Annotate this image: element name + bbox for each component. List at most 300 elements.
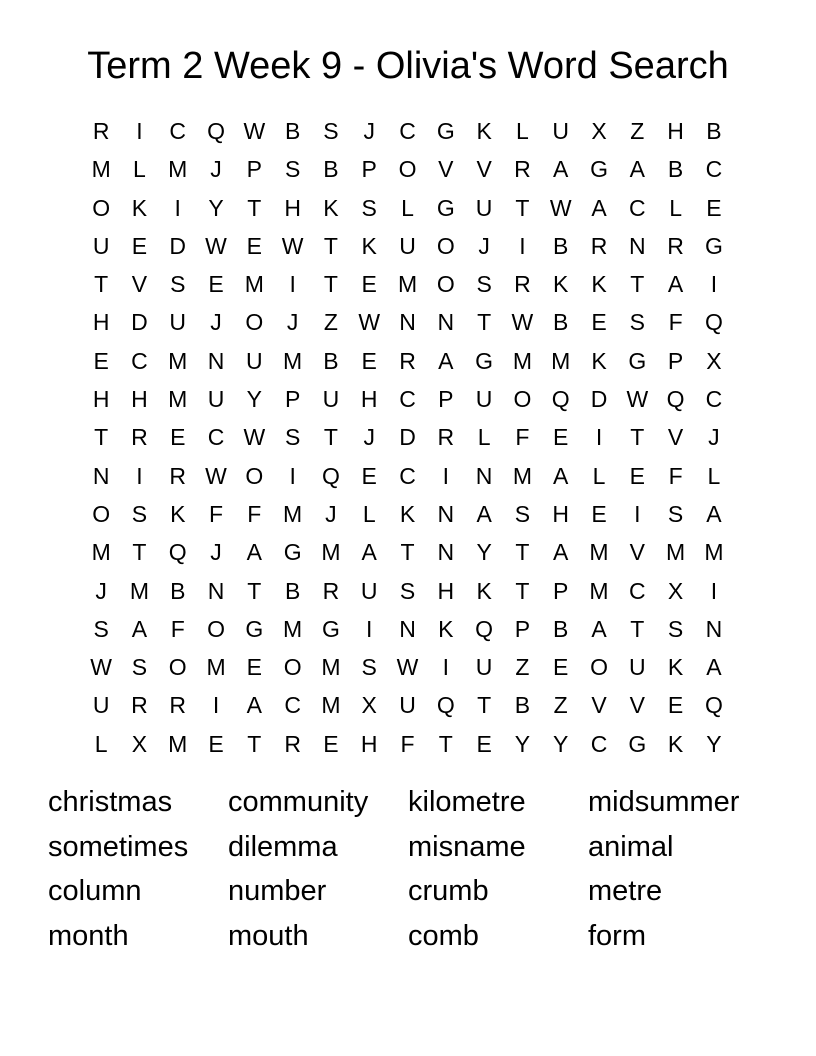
grid-letter: K bbox=[667, 730, 684, 757]
word-list-item: dilemma bbox=[228, 830, 338, 863]
grid-letter: M bbox=[589, 577, 609, 604]
grid-letter: M bbox=[129, 577, 150, 604]
grid-letter: T bbox=[247, 730, 262, 757]
grid-letter: B bbox=[170, 577, 186, 604]
grid-letter: M bbox=[168, 730, 188, 757]
grid-letter: U bbox=[628, 654, 646, 681]
grid-row bbox=[82, 189, 733, 227]
grid-letter: E bbox=[361, 462, 377, 489]
grid-letter: I bbox=[174, 194, 181, 221]
grid-letter: N bbox=[628, 232, 646, 259]
grid-letter: E bbox=[706, 194, 722, 221]
word-list-item: column bbox=[48, 875, 142, 908]
grid-letter: K bbox=[323, 194, 339, 221]
grid-letter: U bbox=[92, 692, 110, 719]
grid-letter: L bbox=[362, 500, 376, 527]
grid-letter: C bbox=[628, 194, 646, 221]
grid-letter: T bbox=[323, 232, 338, 259]
grid-letter: A bbox=[667, 271, 684, 298]
grid-letter: R bbox=[437, 424, 455, 451]
grid-letter: G bbox=[590, 156, 608, 183]
grid-letter: H bbox=[284, 194, 301, 221]
grid-letter: C bbox=[207, 424, 225, 451]
grid-letter: I bbox=[519, 232, 526, 259]
grid-letter: K bbox=[591, 347, 607, 374]
grid-letter: A bbox=[246, 692, 262, 719]
grid-letter: S bbox=[284, 424, 301, 451]
grid-letter: M bbox=[168, 156, 188, 183]
grid-letter: J bbox=[210, 539, 222, 566]
grid-letter: B bbox=[553, 615, 569, 642]
grid-row bbox=[82, 648, 733, 686]
grid-letter: R bbox=[399, 347, 416, 374]
grid-letter: Q bbox=[207, 118, 225, 144]
grid-letter: L bbox=[707, 462, 721, 489]
grid-letter: Q bbox=[168, 539, 187, 566]
grid-letter: Y bbox=[706, 730, 722, 757]
grid-letter: D bbox=[131, 309, 148, 336]
grid-letter: T bbox=[94, 271, 109, 298]
grid-letter: P bbox=[284, 386, 301, 413]
grid-letter: U bbox=[552, 118, 570, 144]
grid-letter: L bbox=[133, 156, 146, 183]
grid-letter: R bbox=[92, 118, 110, 144]
grid-letter: M bbox=[512, 347, 532, 374]
grid-letter: F bbox=[668, 309, 683, 336]
grid-letter: Y bbox=[208, 194, 224, 221]
grid-letter: P bbox=[514, 615, 531, 642]
grid-letter: E bbox=[591, 309, 607, 336]
grid-letter: O bbox=[168, 654, 187, 681]
grid-letter: W bbox=[549, 194, 572, 221]
word-list-item: number bbox=[228, 875, 327, 908]
grid-letter: F bbox=[515, 424, 530, 451]
grid-letter: T bbox=[515, 577, 530, 604]
word-list-item: form bbox=[588, 920, 646, 953]
grid-letter: M bbox=[168, 347, 188, 374]
grid-letter: P bbox=[667, 347, 684, 374]
grid-letter: X bbox=[591, 118, 607, 144]
grid-letter: M bbox=[91, 539, 111, 566]
grid-letter: O bbox=[436, 271, 455, 298]
grid-letter: T bbox=[94, 424, 109, 451]
grid-letter: N bbox=[437, 500, 455, 527]
grid-letter: U bbox=[246, 347, 263, 374]
grid-letter: P bbox=[246, 156, 262, 183]
grid-letter: K bbox=[476, 577, 492, 604]
grid-letter: A bbox=[131, 615, 148, 642]
grid-letter: R bbox=[169, 462, 187, 489]
grid-row bbox=[82, 265, 733, 303]
grid-letter: J bbox=[363, 118, 375, 144]
grid-letter: F bbox=[668, 462, 683, 489]
grid-letter: K bbox=[438, 615, 454, 642]
grid-letter: A bbox=[706, 654, 722, 681]
grid-row bbox=[82, 150, 733, 188]
grid-letter: C bbox=[705, 156, 723, 183]
grid-letter: L bbox=[401, 194, 414, 221]
grid-letter: H bbox=[360, 386, 378, 413]
grid-letter: L bbox=[516, 118, 529, 144]
grid-letter: M bbox=[168, 386, 188, 413]
grid-letter: F bbox=[247, 500, 262, 527]
grid-letter: E bbox=[667, 692, 684, 719]
grid-letter: L bbox=[477, 424, 491, 451]
word-list-item: mouth bbox=[228, 920, 309, 953]
grid-letter: Z bbox=[630, 118, 645, 144]
grid-letter: Q bbox=[436, 692, 455, 719]
grid-letter: T bbox=[630, 424, 645, 451]
grid-letter: M bbox=[283, 500, 303, 527]
grid-letter: Q bbox=[666, 386, 685, 413]
grid-letter: C bbox=[131, 347, 148, 374]
grid-letter: I bbox=[710, 271, 718, 298]
grid-letter: A bbox=[629, 156, 645, 183]
grid-letter: M bbox=[321, 539, 341, 566]
grid-letter: V bbox=[667, 424, 684, 451]
grid-letter: U bbox=[207, 386, 225, 413]
grid-letter: J bbox=[286, 309, 299, 336]
grid-letter: M bbox=[283, 347, 303, 374]
grid-row bbox=[82, 112, 733, 150]
grid-letter: G bbox=[628, 347, 647, 374]
grid-letter: K bbox=[667, 654, 684, 681]
grid-row bbox=[82, 610, 733, 648]
grid-letter: I bbox=[289, 462, 296, 489]
grid-letter: K bbox=[553, 271, 569, 298]
grid-letter: Q bbox=[321, 462, 340, 489]
grid-letter: A bbox=[246, 539, 262, 566]
grid-letter: N bbox=[207, 577, 225, 604]
grid-letter: J bbox=[478, 232, 490, 259]
grid-letter: E bbox=[553, 654, 569, 681]
grid-row bbox=[82, 533, 733, 571]
grid-letter: T bbox=[630, 271, 645, 298]
grid-letter: S bbox=[667, 500, 684, 527]
grid-letter: A bbox=[591, 194, 607, 221]
grid-letter: B bbox=[284, 118, 301, 144]
grid-letter: K bbox=[361, 232, 377, 259]
grid-letter: G bbox=[245, 615, 264, 642]
grid-letter: E bbox=[93, 347, 109, 374]
grid-letter: A bbox=[553, 462, 569, 489]
grid-letter: E bbox=[361, 347, 377, 374]
grid-letter: N bbox=[475, 462, 493, 489]
word-list bbox=[48, 780, 788, 959]
grid-letter: A bbox=[438, 347, 454, 374]
grid-letter: Z bbox=[323, 309, 338, 336]
grid-letter: C bbox=[590, 730, 608, 757]
word-list-item: midsummer bbox=[588, 786, 740, 818]
word-list-item: christmas bbox=[48, 786, 173, 818]
grid-row bbox=[82, 418, 733, 456]
grid-letter: J bbox=[210, 156, 222, 183]
grid-row bbox=[82, 303, 733, 341]
grid-letter: H bbox=[437, 577, 455, 604]
grid-letter: E bbox=[553, 424, 569, 451]
grid-letter: A bbox=[361, 539, 377, 566]
grid-letter: C bbox=[399, 386, 416, 413]
grid-letter: N bbox=[705, 615, 723, 642]
grid-letter: E bbox=[629, 462, 645, 489]
grid-letter: S bbox=[667, 615, 684, 642]
grid-letter: Q bbox=[475, 615, 494, 642]
grid-letter: R bbox=[590, 232, 608, 259]
grid-letter: S bbox=[629, 309, 645, 336]
grid-letter: T bbox=[323, 424, 338, 451]
grid-letter: S bbox=[361, 654, 377, 681]
grid-letter: O bbox=[398, 156, 417, 183]
grid-letter: O bbox=[436, 232, 455, 259]
grid-letter: G bbox=[283, 539, 302, 566]
grid-letter: A bbox=[476, 500, 492, 527]
grid-letter: T bbox=[515, 539, 530, 566]
word-list-item: month bbox=[48, 920, 129, 953]
grid-letter: G bbox=[436, 194, 455, 221]
grid-letter: U bbox=[475, 194, 493, 221]
grid-letter: E bbox=[476, 730, 492, 757]
grid-letter: O bbox=[207, 615, 225, 642]
grid-letter: K bbox=[170, 500, 186, 527]
grid-letter: F bbox=[209, 500, 224, 527]
grid-letter: C bbox=[399, 118, 416, 144]
grid-letter: S bbox=[514, 500, 531, 527]
grid-letter: J bbox=[325, 500, 337, 527]
grid-letter: W bbox=[205, 462, 227, 489]
grid-letter: I bbox=[136, 118, 143, 144]
grid-letter: U bbox=[475, 654, 493, 681]
grid-letter: B bbox=[553, 232, 569, 259]
letter-grid bbox=[82, 112, 733, 763]
grid-letter: N bbox=[92, 462, 110, 489]
grid-letter: Q bbox=[551, 386, 570, 413]
grid-letter: B bbox=[323, 156, 339, 183]
grid-letter: M bbox=[512, 462, 532, 489]
grid-letter: O bbox=[245, 462, 264, 489]
grid-letter: R bbox=[131, 424, 148, 451]
grid-letter: J bbox=[210, 309, 222, 336]
grid-letter: K bbox=[591, 271, 607, 298]
grid-letter: E bbox=[208, 271, 224, 298]
grid-letter: E bbox=[323, 730, 339, 757]
grid-letter: U bbox=[475, 386, 493, 413]
grid-letter: L bbox=[592, 462, 606, 489]
grid-letter: N bbox=[399, 309, 416, 336]
grid-letter: R bbox=[667, 232, 684, 259]
grid-letter: B bbox=[514, 692, 531, 719]
grid-row bbox=[82, 342, 733, 380]
grid-letter: M bbox=[589, 539, 609, 566]
grid-letter: R bbox=[322, 577, 340, 604]
grid-letter: S bbox=[284, 156, 301, 183]
grid-letter: C bbox=[705, 386, 723, 413]
grid-letter: U bbox=[360, 577, 378, 604]
grid-letter: K bbox=[476, 118, 492, 144]
grid-letter: I bbox=[136, 462, 143, 489]
grid-letter: I bbox=[289, 271, 296, 298]
grid-letter: B bbox=[323, 347, 339, 374]
grid-letter: E bbox=[131, 232, 148, 259]
grid-letter: E bbox=[591, 500, 607, 527]
grid-letter: I bbox=[212, 692, 220, 719]
grid-letter: G bbox=[321, 615, 340, 642]
grid-letter: W bbox=[243, 424, 266, 451]
grid-letter: E bbox=[246, 654, 262, 681]
grid-letter: N bbox=[437, 309, 455, 336]
grid-letter: T bbox=[630, 615, 645, 642]
grid-letter: W bbox=[243, 118, 266, 144]
grid-letter: E bbox=[208, 730, 224, 757]
grid-letter: O bbox=[92, 500, 111, 527]
grid-letter: T bbox=[477, 309, 492, 336]
grid-letter: L bbox=[669, 194, 682, 221]
grid-letter: V bbox=[629, 539, 645, 566]
grid-letter: I bbox=[710, 577, 718, 604]
grid-letter: D bbox=[590, 386, 608, 413]
grid-letter: U bbox=[399, 692, 416, 719]
grid-letter: A bbox=[591, 615, 607, 642]
grid-letter: M bbox=[666, 539, 686, 566]
grid-letter: T bbox=[247, 577, 262, 604]
grid-letter: Y bbox=[553, 730, 569, 757]
grid-letter: M bbox=[321, 654, 341, 681]
grid-letter: W bbox=[281, 232, 304, 259]
grid-letter: J bbox=[363, 424, 375, 451]
grid-letter: B bbox=[284, 577, 301, 604]
word-list-item: comb bbox=[408, 920, 479, 953]
grid-letter: M bbox=[244, 271, 264, 298]
grid-letter: O bbox=[92, 194, 111, 221]
grid-letter: N bbox=[207, 347, 225, 374]
grid-letter: S bbox=[131, 500, 148, 527]
grid-letter: M bbox=[283, 615, 303, 642]
grid-letter: I bbox=[442, 462, 450, 489]
grid-letter: B bbox=[667, 156, 684, 183]
grid-letter: J bbox=[95, 577, 107, 604]
grid-letter: Y bbox=[246, 386, 262, 413]
grid-letter: U bbox=[399, 232, 416, 259]
grid-letter: J bbox=[708, 424, 720, 451]
word-list-item: misname bbox=[408, 830, 526, 863]
grid-letter: Q bbox=[704, 692, 723, 719]
grid-letter: T bbox=[323, 271, 338, 298]
grid-row bbox=[82, 572, 733, 610]
grid-letter: W bbox=[205, 232, 227, 259]
grid-letter: C bbox=[169, 118, 187, 144]
grid-letter: L bbox=[94, 730, 108, 757]
grid-letter: S bbox=[361, 194, 377, 221]
grid-letter: S bbox=[131, 654, 148, 681]
grid-row bbox=[82, 495, 733, 533]
grid-letter: I bbox=[634, 500, 641, 527]
grid-letter: R bbox=[284, 730, 301, 757]
grid-letter: E bbox=[361, 271, 377, 298]
grid-letter: P bbox=[553, 577, 569, 604]
grid-letter: G bbox=[436, 118, 455, 144]
grid-letter: E bbox=[246, 232, 262, 259]
grid-letter: Z bbox=[515, 654, 530, 681]
grid-letter: H bbox=[92, 386, 110, 413]
grid-letter: G bbox=[704, 232, 723, 259]
grid-letter: X bbox=[667, 577, 684, 604]
grid-letter: V bbox=[476, 156, 492, 183]
grid-letter: K bbox=[131, 194, 148, 221]
grid-letter: G bbox=[628, 730, 647, 757]
grid-letter: R bbox=[169, 692, 187, 719]
grid-letter: R bbox=[514, 271, 531, 298]
grid-row bbox=[82, 686, 733, 724]
grid-letter: V bbox=[591, 692, 607, 719]
grid-letter: H bbox=[92, 309, 110, 336]
grid-letter: Y bbox=[476, 539, 492, 566]
grid-letter: F bbox=[400, 730, 415, 757]
grid-letter: G bbox=[475, 347, 494, 374]
grid-letter: U bbox=[322, 386, 340, 413]
word-list-item: kilometre bbox=[408, 786, 526, 818]
page-title: Term 2 Week 9 - Olivia's Word Search bbox=[87, 45, 729, 87]
grid-letter: D bbox=[399, 424, 416, 451]
grid-letter: Q bbox=[704, 309, 723, 336]
grid-letter: S bbox=[170, 271, 186, 298]
grid-row bbox=[82, 457, 733, 495]
grid-letter: Y bbox=[514, 730, 531, 757]
grid-letter: S bbox=[323, 118, 339, 144]
grid-row bbox=[82, 725, 733, 763]
grid-letter: B bbox=[553, 309, 569, 336]
grid-letter: W bbox=[626, 386, 649, 413]
grid-letter: Z bbox=[553, 692, 568, 719]
grid-letter: O bbox=[283, 654, 302, 681]
grid-letter: A bbox=[553, 539, 569, 566]
grid-letter: R bbox=[514, 156, 531, 183]
grid-letter: X bbox=[361, 692, 377, 719]
grid-letter: V bbox=[438, 156, 454, 183]
grid-letter: S bbox=[399, 577, 416, 604]
grid-letter: V bbox=[131, 271, 148, 298]
grid-letter: I bbox=[442, 654, 450, 681]
grid-letter: W bbox=[511, 309, 534, 336]
grid-letter: O bbox=[590, 654, 608, 681]
grid-letter: H bbox=[131, 386, 148, 413]
grid-letter: M bbox=[397, 271, 418, 298]
grid-letter: T bbox=[438, 730, 453, 757]
grid-letter: X bbox=[131, 730, 148, 757]
grid-letter: W bbox=[396, 654, 419, 681]
grid-letter: V bbox=[629, 692, 645, 719]
grid-letter: T bbox=[247, 194, 262, 221]
grid-letter: O bbox=[245, 309, 264, 336]
grid-letter: H bbox=[552, 500, 570, 527]
grid-letter: O bbox=[513, 386, 532, 413]
grid-letter: S bbox=[476, 271, 492, 298]
grid-letter: C bbox=[284, 692, 301, 719]
grid-letter: M bbox=[206, 654, 226, 681]
grid-letter: W bbox=[90, 654, 112, 681]
grid-letter: T bbox=[477, 692, 492, 719]
grid-letter: U bbox=[92, 232, 110, 259]
grid-letter: P bbox=[438, 386, 454, 413]
grid-letter: R bbox=[131, 692, 148, 719]
grid-letter: M bbox=[321, 692, 341, 719]
grid-row bbox=[82, 227, 733, 265]
grid-letter: H bbox=[360, 730, 378, 757]
grid-letter: A bbox=[553, 156, 569, 183]
grid-letter: B bbox=[706, 118, 722, 144]
grid-letter: K bbox=[399, 500, 416, 527]
grid-letter: F bbox=[170, 615, 185, 642]
word-list-item: animal bbox=[588, 830, 674, 863]
grid-letter: I bbox=[595, 424, 603, 451]
